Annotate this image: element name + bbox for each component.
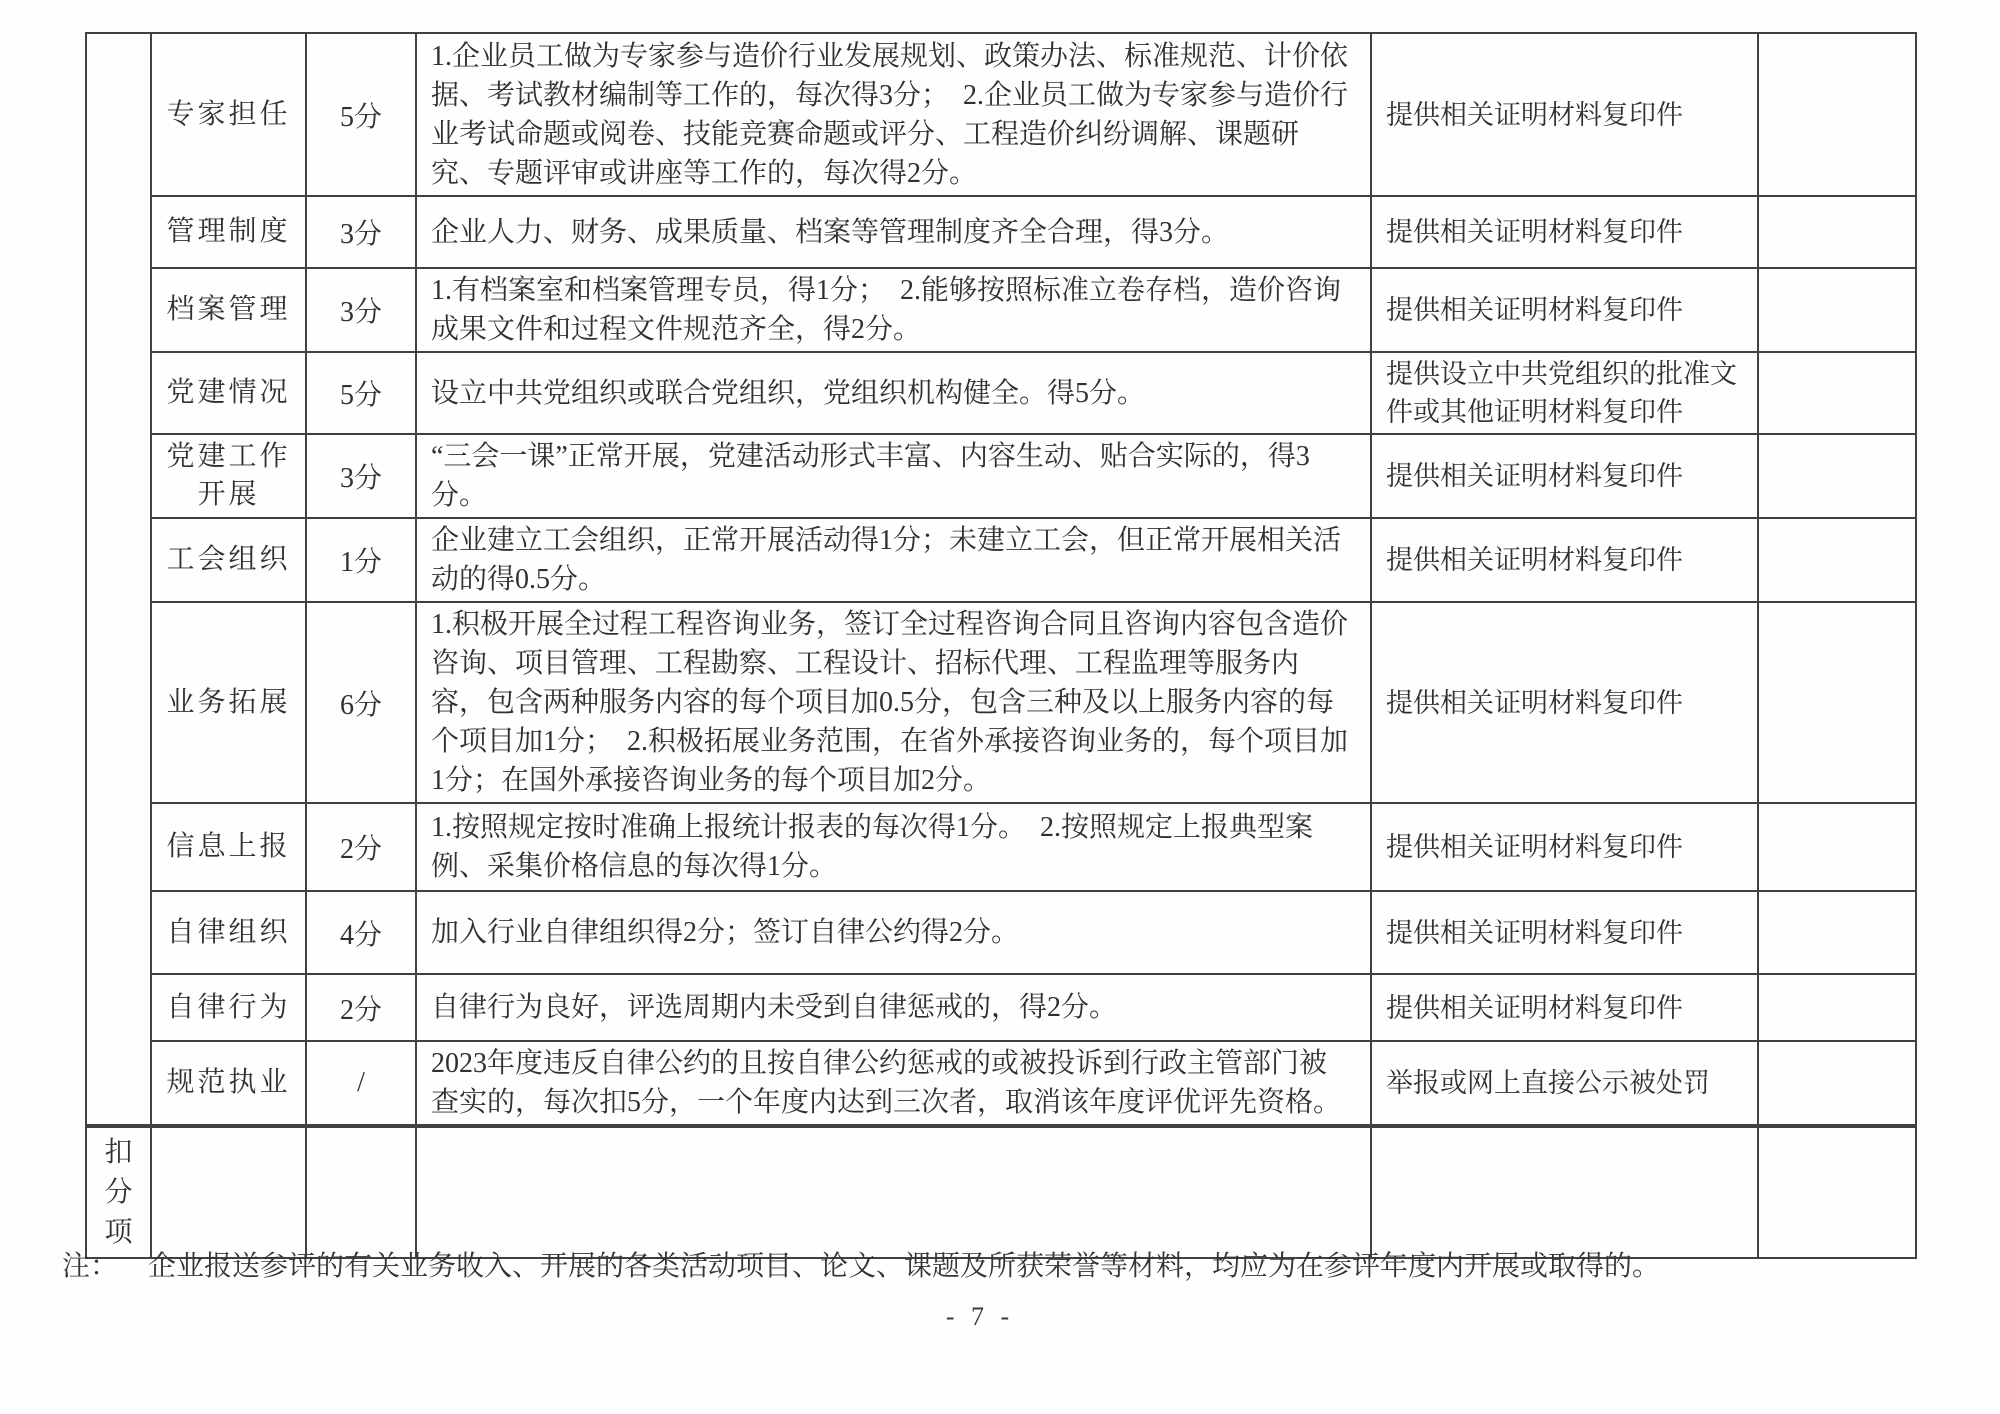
table-row (86, 974, 1916, 1041)
evidence-cell: 提供相关证明材料复印件 (1371, 33, 1758, 196)
evidence-cell: 提供相关证明材料复印件 (1371, 974, 1758, 1041)
points-cell: 3分 (306, 434, 416, 518)
table-row (86, 196, 1916, 268)
table-row (86, 891, 1916, 974)
criteria-cell: 加入行业自律组织得2分；签订自律公约得2分。 (416, 891, 1371, 974)
category-cell: 管理制度 (151, 196, 306, 268)
points-cell: / (306, 1041, 416, 1126)
category-cell: 自律组织 (151, 891, 306, 974)
criteria-cell-empty (416, 1126, 1371, 1258)
evidence-cell: 提供相关证明材料复印件 (1371, 518, 1758, 602)
score-cell (1758, 518, 1916, 602)
evidence-cell-empty (1371, 1126, 1758, 1258)
criteria-cell: 自律行为良好，评选周期内未受到自律惩戒的，得2分。 (416, 974, 1371, 1041)
category-cell: 信息上报 (151, 803, 306, 891)
table-row-deduction-group (86, 1126, 1916, 1258)
page-number: - 7 - (945, 1302, 1015, 1331)
points-cell: 5分 (306, 352, 416, 434)
footnote-text: 企业报送参评的有关业务收入、开展的各类活动项目、论文、课题及所获荣誉等材料，均应为在参评年度内开展或取得的。 (148, 1251, 1661, 1282)
score-cell (1758, 33, 1916, 196)
criteria-cell: 1.积极开展全过程工程咨询业务，签订全过程咨询合同且咨询内容包含造价咨询、项目管理、工程勘察、工程设计、招标代理、工程监理等服务内容，包含两种服务内容的每个项目加0.5分，包含三种及以上服务内容的每个项目加1分； 2.积极拓展业务范围，在省外承接咨询业务的，每个项目加1分；在国外承接咨询业务的每个项目加2分。 (416, 602, 1371, 803)
evidence-cell: 提供相关证明材料复印件 (1371, 196, 1758, 268)
table-row (86, 602, 1916, 803)
evidence-cell: 提供相关证明材料复印件 (1371, 602, 1758, 803)
score-cell (1758, 1126, 1916, 1258)
points-cell: 2分 (306, 803, 416, 891)
score-cell (1758, 803, 1916, 891)
criteria-cell: “三会一课”正常开展，党建活动形式丰富、内容生动、贴合实际的，得3分。 (416, 434, 1371, 518)
points-cell: 6分 (306, 602, 416, 803)
score-cell (1758, 891, 1916, 974)
evidence-cell: 提供相关证明材料复印件 (1371, 803, 1758, 891)
criteria-cell: 1.按照规定按时准确上报统计报表的每次得1分。 2.按照规定上报典型案例、采集价格信息的每次得1分。 (416, 803, 1371, 891)
points-cell: 4分 (306, 891, 416, 974)
group-spacer-cell (86, 33, 151, 1126)
score-cell (1758, 352, 1916, 434)
category-cell: 规范执业 (151, 1041, 306, 1126)
points-cell: 3分 (306, 268, 416, 352)
points-cell: 2分 (306, 974, 416, 1041)
points-cell: 1分 (306, 518, 416, 602)
criteria-cell: 1.有档案室和档案管理专员，得1分； 2.能够按照标准立卷存档，造价咨询成果文件和过程文件规范齐全，得2分。 (416, 268, 1371, 352)
table-row (86, 268, 1916, 352)
criteria-cell: 1.企业员工做为专家参与造价行业发展规划、政策办法、标准规范、计价依据、考试教材编制等工作的，每次得3分； 2.企业员工做为专家参与造价行业考试命题或阅卷、技能竞赛命题或评分、工程造价纠纷调解、课题研究、专题评审或讲座等工作的，每次得2分。 (416, 33, 1371, 196)
category-cell: 工会组织 (151, 518, 306, 602)
table-row (86, 518, 1916, 602)
points-cell: 5分 (306, 33, 416, 196)
criteria-cell: 2023年度违反自律公约的且按自律公约惩戒的或被投诉到行政主管部门被查实的，每次扣5分，一个年度内达到三次者，取消该年度评优评先资格。 (416, 1041, 1371, 1126)
table-row (86, 33, 1916, 196)
points-cell: 3分 (306, 196, 416, 268)
table-row (86, 352, 1916, 434)
table-row (86, 803, 1916, 891)
evidence-cell: 提供设立中共党组织的批准文件或其他证明材料复印件 (1371, 352, 1758, 434)
group-label-deduction: 扣分项 (104, 1136, 133, 1248)
evidence-cell: 提供相关证明材料复印件 (1371, 891, 1758, 974)
points-cell-empty (306, 1126, 416, 1258)
criteria-cell: 企业建立工会组织，正常开展活动得1分；未建立工会，但正常开展相关活动的得0.5分。 (416, 518, 1371, 602)
category-cell: 专家担任 (151, 33, 306, 196)
table-row (86, 1041, 1916, 1126)
footnote-label: 注： (62, 1251, 119, 1282)
evaluation-score-table (85, 32, 1917, 1259)
evidence-cell: 提供相关证明材料复印件 (1371, 268, 1758, 352)
score-cell (1758, 268, 1916, 352)
score-cell (1758, 602, 1916, 803)
score-cell (1758, 434, 1916, 518)
category-cell: 业务拓展 (151, 602, 306, 803)
category-cell: 档案管理 (151, 268, 306, 352)
category-cell: 党建工作开展 (151, 434, 306, 518)
group-cell-deduction (86, 1126, 151, 1258)
footnote (62, 1244, 1660, 1284)
table-row (86, 434, 1916, 518)
score-cell (1758, 974, 1916, 1041)
category-cell: 党建情况 (151, 352, 306, 434)
category-cell-empty (151, 1126, 306, 1258)
score-cell (1758, 1041, 1916, 1126)
score-cell (1758, 196, 1916, 268)
category-cell: 自律行为 (151, 974, 306, 1041)
evidence-cell: 提供相关证明材料复印件 (1371, 434, 1758, 518)
criteria-cell: 企业人力、财务、成果质量、档案等管理制度齐全合理，得3分。 (416, 196, 1371, 268)
criteria-cell: 设立中共党组织或联合党组织，党组织机构健全。得5分。 (416, 352, 1371, 434)
evidence-cell: 举报或网上直接公示被处罚 (1371, 1041, 1758, 1126)
